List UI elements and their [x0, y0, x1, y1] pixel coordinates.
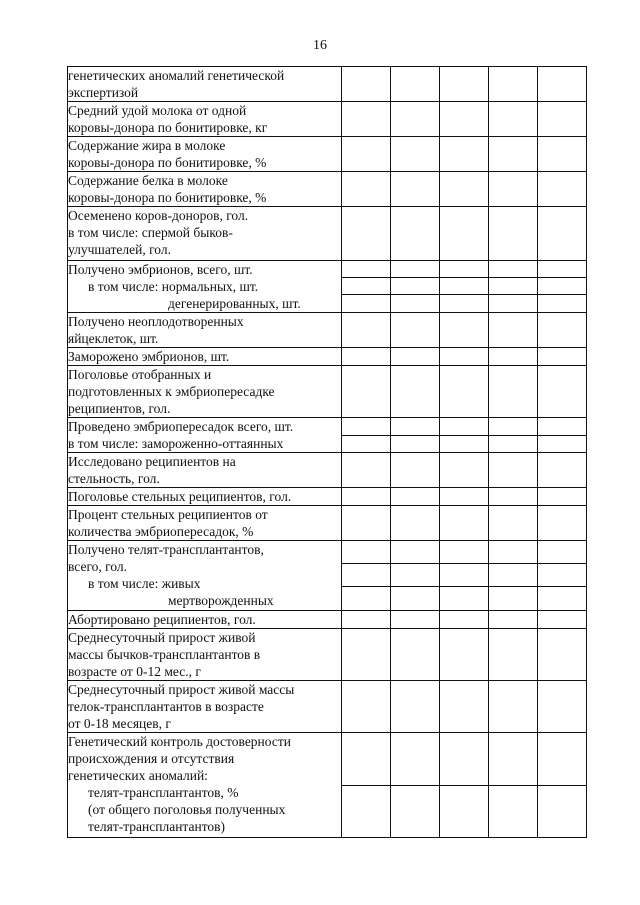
- value-cell[interactable]: [342, 295, 391, 313]
- row-label-line: Поголовье отобранных и: [68, 367, 212, 382]
- value-cell[interactable]: [391, 278, 440, 295]
- value-cell[interactable]: [489, 366, 538, 418]
- table-row: [68, 207, 587, 261]
- value-cell[interactable]: [391, 261, 440, 278]
- value-cell[interactable]: [342, 172, 391, 207]
- value-cell[interactable]: [538, 295, 587, 313]
- row-label: [68, 681, 342, 733]
- value-cell[interactable]: [538, 488, 587, 506]
- table-body: [68, 67, 587, 838]
- value-cell[interactable]: [440, 611, 489, 629]
- value-cell[interactable]: [391, 366, 440, 418]
- table-row: [68, 681, 587, 733]
- value-cell[interactable]: [440, 348, 489, 366]
- value-cell[interactable]: [538, 278, 587, 295]
- table-row: [68, 541, 587, 564]
- value-cell[interactable]: [538, 453, 587, 488]
- row-label-line: коровы-донора по бонитировке, кг: [68, 120, 268, 135]
- value-cell[interactable]: [440, 453, 489, 488]
- row-label: [68, 611, 342, 629]
- value-cell[interactable]: [440, 137, 489, 172]
- row-label-line: массы бычков-трансплантантов в: [68, 647, 261, 662]
- value-cell[interactable]: [391, 611, 440, 629]
- table-row: [68, 506, 587, 541]
- value-cell[interactable]: [391, 313, 440, 348]
- value-cell[interactable]: [440, 172, 489, 207]
- value-cell[interactable]: [391, 564, 440, 587]
- value-cell[interactable]: [342, 207, 391, 261]
- value-cell[interactable]: [489, 313, 538, 348]
- value-cell[interactable]: [489, 681, 538, 733]
- row-label: [68, 261, 342, 313]
- value-cell[interactable]: [538, 418, 587, 436]
- value-cell[interactable]: [489, 587, 538, 611]
- value-cell[interactable]: [391, 453, 440, 488]
- value-cell[interactable]: [391, 67, 440, 102]
- value-cell[interactable]: [538, 629, 587, 681]
- table-row: [68, 313, 587, 348]
- row-label: [68, 102, 342, 137]
- row-label-line: Осеменено коров-доноров, гол.: [68, 208, 249, 223]
- value-cell[interactable]: [538, 681, 587, 733]
- value-cell[interactable]: [391, 295, 440, 313]
- value-cell[interactable]: [342, 541, 391, 564]
- row-label: [68, 67, 342, 102]
- value-cell[interactable]: [489, 295, 538, 313]
- value-cell[interactable]: [489, 629, 538, 681]
- value-cell[interactable]: [538, 102, 587, 137]
- row-label-line: Среднесуточный прирост живой массы: [68, 682, 295, 697]
- value-cell[interactable]: [342, 681, 391, 733]
- value-cell[interactable]: [440, 506, 489, 541]
- value-cell[interactable]: [391, 681, 440, 733]
- row-label-line: Получено телят-трансплантантов,: [68, 542, 264, 557]
- value-cell[interactable]: [342, 435, 391, 453]
- value-cell[interactable]: [391, 506, 440, 541]
- value-cell[interactable]: [391, 102, 440, 137]
- value-cell[interactable]: [538, 611, 587, 629]
- value-cell[interactable]: [538, 587, 587, 611]
- value-cell[interactable]: [489, 102, 538, 137]
- value-cell[interactable]: [391, 733, 440, 786]
- value-cell[interactable]: [440, 786, 489, 838]
- value-cell[interactable]: [342, 67, 391, 102]
- value-cell[interactable]: [538, 207, 587, 261]
- value-cell[interactable]: [538, 172, 587, 207]
- value-cell[interactable]: [489, 207, 538, 261]
- row-label-line: коровы-донора по бонитировке, %: [68, 190, 267, 205]
- value-cell[interactable]: [391, 172, 440, 207]
- row-label-line: происхождения и отсутствия: [68, 751, 235, 766]
- value-cell[interactable]: [489, 786, 538, 838]
- value-cell[interactable]: [440, 278, 489, 295]
- table-row: [68, 137, 587, 172]
- value-cell[interactable]: [391, 541, 440, 564]
- value-cell[interactable]: [342, 587, 391, 611]
- value-cell[interactable]: [489, 488, 538, 506]
- value-cell[interactable]: [489, 261, 538, 278]
- table-row: [68, 172, 587, 207]
- value-cell[interactable]: [489, 611, 538, 629]
- table-row: [68, 102, 587, 137]
- row-label-line: в том числе: нормальных, шт.: [88, 279, 259, 294]
- row-label-line: Средний удой молока от одной: [68, 103, 247, 118]
- value-cell[interactable]: [391, 207, 440, 261]
- value-cell[interactable]: [440, 488, 489, 506]
- value-cell[interactable]: [440, 564, 489, 587]
- row-label-line: всего, гол.: [68, 559, 128, 574]
- row-label-line: генетических аномалий генетической: [68, 68, 285, 83]
- row-label: [68, 733, 342, 838]
- row-label: [68, 629, 342, 681]
- row-label-line: экспертизой: [68, 85, 139, 100]
- value-cell[interactable]: [342, 137, 391, 172]
- row-label-line: стельность, гол.: [68, 471, 160, 486]
- row-label: [68, 137, 342, 172]
- row-label-line: Получено неоплодотворенных: [68, 314, 244, 329]
- row-label: [68, 348, 342, 366]
- value-cell[interactable]: [342, 261, 391, 278]
- value-cell[interactable]: [538, 733, 587, 786]
- row-label-line: в том числе: спермой быков-: [68, 225, 233, 240]
- value-cell[interactable]: [342, 453, 391, 488]
- value-cell[interactable]: [489, 733, 538, 786]
- value-cell[interactable]: [391, 587, 440, 611]
- row-label-line: Содержание жира в молоке: [68, 138, 226, 153]
- value-cell[interactable]: [342, 366, 391, 418]
- value-cell[interactable]: [489, 453, 538, 488]
- value-cell[interactable]: [538, 786, 587, 838]
- value-cell[interactable]: [391, 786, 440, 838]
- value-cell[interactable]: [342, 348, 391, 366]
- value-cell[interactable]: [440, 67, 489, 102]
- value-cell[interactable]: [538, 137, 587, 172]
- value-cell[interactable]: [538, 313, 587, 348]
- table-row: [68, 453, 587, 488]
- row-label: [68, 207, 342, 261]
- value-cell[interactable]: [489, 435, 538, 453]
- table-row: [68, 366, 587, 418]
- value-cell[interactable]: [489, 172, 538, 207]
- value-cell[interactable]: [342, 564, 391, 587]
- row-label-line: Среднесуточный прирост живой: [68, 630, 256, 645]
- row-label-line: улучшателей, гол.: [68, 242, 171, 257]
- value-cell[interactable]: [391, 435, 440, 453]
- value-cell[interactable]: [538, 67, 587, 102]
- value-cell[interactable]: [489, 137, 538, 172]
- row-label-line: в том числе: замороженно-оттаянных: [68, 436, 284, 451]
- value-cell[interactable]: [489, 67, 538, 102]
- row-label-line: количества эмбриопересадок, %: [68, 524, 254, 539]
- row-label-line: реципиентов, гол.: [68, 401, 171, 416]
- value-cell[interactable]: [440, 261, 489, 278]
- row-label-line: Поголовье стельных реципиентов, гол.: [68, 489, 292, 504]
- value-cell[interactable]: [440, 629, 489, 681]
- row-label-line: яйцеклеток, шт.: [68, 331, 159, 346]
- table-row: [68, 488, 587, 506]
- value-cell[interactable]: [489, 564, 538, 587]
- table-row: [68, 629, 587, 681]
- table-row: [68, 418, 587, 436]
- row-label: [68, 453, 342, 488]
- row-label-line: коровы-донора по бонитировке, %: [68, 155, 267, 170]
- value-cell[interactable]: [342, 488, 391, 506]
- value-cell[interactable]: [440, 207, 489, 261]
- value-cell[interactable]: [538, 506, 587, 541]
- row-label-line: Генетический контроль достоверности: [68, 734, 291, 749]
- value-cell[interactable]: [538, 348, 587, 366]
- value-cell[interactable]: [538, 261, 587, 278]
- row-label-line: Содержание белка в молоке: [68, 173, 228, 188]
- value-cell[interactable]: [342, 506, 391, 541]
- value-cell[interactable]: [342, 313, 391, 348]
- value-cell[interactable]: [538, 541, 587, 564]
- row-label-line: в том числе: живых: [88, 576, 201, 591]
- row-label: [68, 366, 342, 418]
- value-cell[interactable]: [489, 278, 538, 295]
- value-cell[interactable]: [440, 587, 489, 611]
- value-cell[interactable]: [440, 733, 489, 786]
- table-row: [68, 67, 587, 102]
- value-cell[interactable]: [342, 102, 391, 137]
- value-cell[interactable]: [342, 733, 391, 786]
- row-label-line: подготовленных к эмбриопересадке: [68, 384, 275, 399]
- value-cell[interactable]: [440, 313, 489, 348]
- value-cell[interactable]: [538, 435, 587, 453]
- table-row: [68, 348, 587, 366]
- row-label-line: дегенерированных, шт.: [168, 296, 301, 311]
- value-cell[interactable]: [391, 488, 440, 506]
- row-label: [68, 488, 342, 506]
- row-label-line: телок-трансплантантов в возрасте: [68, 699, 264, 714]
- row-label-line: Получено эмбрионов, всего, шт.: [68, 262, 253, 277]
- value-cell[interactable]: [538, 564, 587, 587]
- row-label: [68, 506, 342, 541]
- row-label: [68, 541, 342, 611]
- row-label-line: Процент стельных реципиентов от: [68, 507, 268, 522]
- table-row: [68, 733, 587, 786]
- row-label-line: Заморожено эмбрионов, шт.: [68, 349, 230, 364]
- row-label: [68, 172, 342, 207]
- value-cell[interactable]: [342, 278, 391, 295]
- row-label-line: (от общего поголовья полученных: [88, 802, 286, 817]
- value-cell[interactable]: [489, 506, 538, 541]
- value-cell[interactable]: [440, 366, 489, 418]
- value-cell[interactable]: [342, 786, 391, 838]
- page-number: 16: [313, 38, 327, 53]
- row-label-line: возрасте от 0-12 мес., г: [68, 664, 201, 679]
- value-cell[interactable]: [538, 366, 587, 418]
- row-label-line: от 0-18 месяцев, г: [68, 716, 171, 731]
- value-cell[interactable]: [440, 102, 489, 137]
- value-cell[interactable]: [391, 418, 440, 436]
- value-cell[interactable]: [489, 541, 538, 564]
- row-label-line: телят-трансплантантов): [88, 819, 226, 834]
- table-row: [68, 261, 587, 278]
- table-row: [68, 611, 587, 629]
- row-label-line: мертворожденных: [168, 593, 274, 608]
- value-cell[interactable]: [440, 435, 489, 453]
- value-cell[interactable]: [342, 418, 391, 436]
- value-cell[interactable]: [342, 629, 391, 681]
- row-label-line: генетических аномалий:: [68, 768, 208, 783]
- value-cell[interactable]: [440, 418, 489, 436]
- value-cell[interactable]: [342, 611, 391, 629]
- value-cell[interactable]: [391, 137, 440, 172]
- value-cell[interactable]: [489, 348, 538, 366]
- row-label: [68, 418, 342, 453]
- row-label: [68, 313, 342, 348]
- row-label-line: Исследовано реципиентов на: [68, 454, 236, 469]
- value-cell[interactable]: [489, 418, 538, 436]
- row-label-line: Абортировано реципиентов, гол.: [68, 612, 256, 627]
- value-cell[interactable]: [440, 541, 489, 564]
- data-table: [67, 66, 587, 838]
- value-cell[interactable]: [391, 348, 440, 366]
- value-cell[interactable]: [440, 681, 489, 733]
- value-cell[interactable]: [440, 295, 489, 313]
- row-label-line: Проведено эмбриопересадок всего, шт.: [68, 419, 294, 434]
- value-cell[interactable]: [391, 629, 440, 681]
- row-label-line: телят-трансплантантов, %: [88, 785, 239, 800]
